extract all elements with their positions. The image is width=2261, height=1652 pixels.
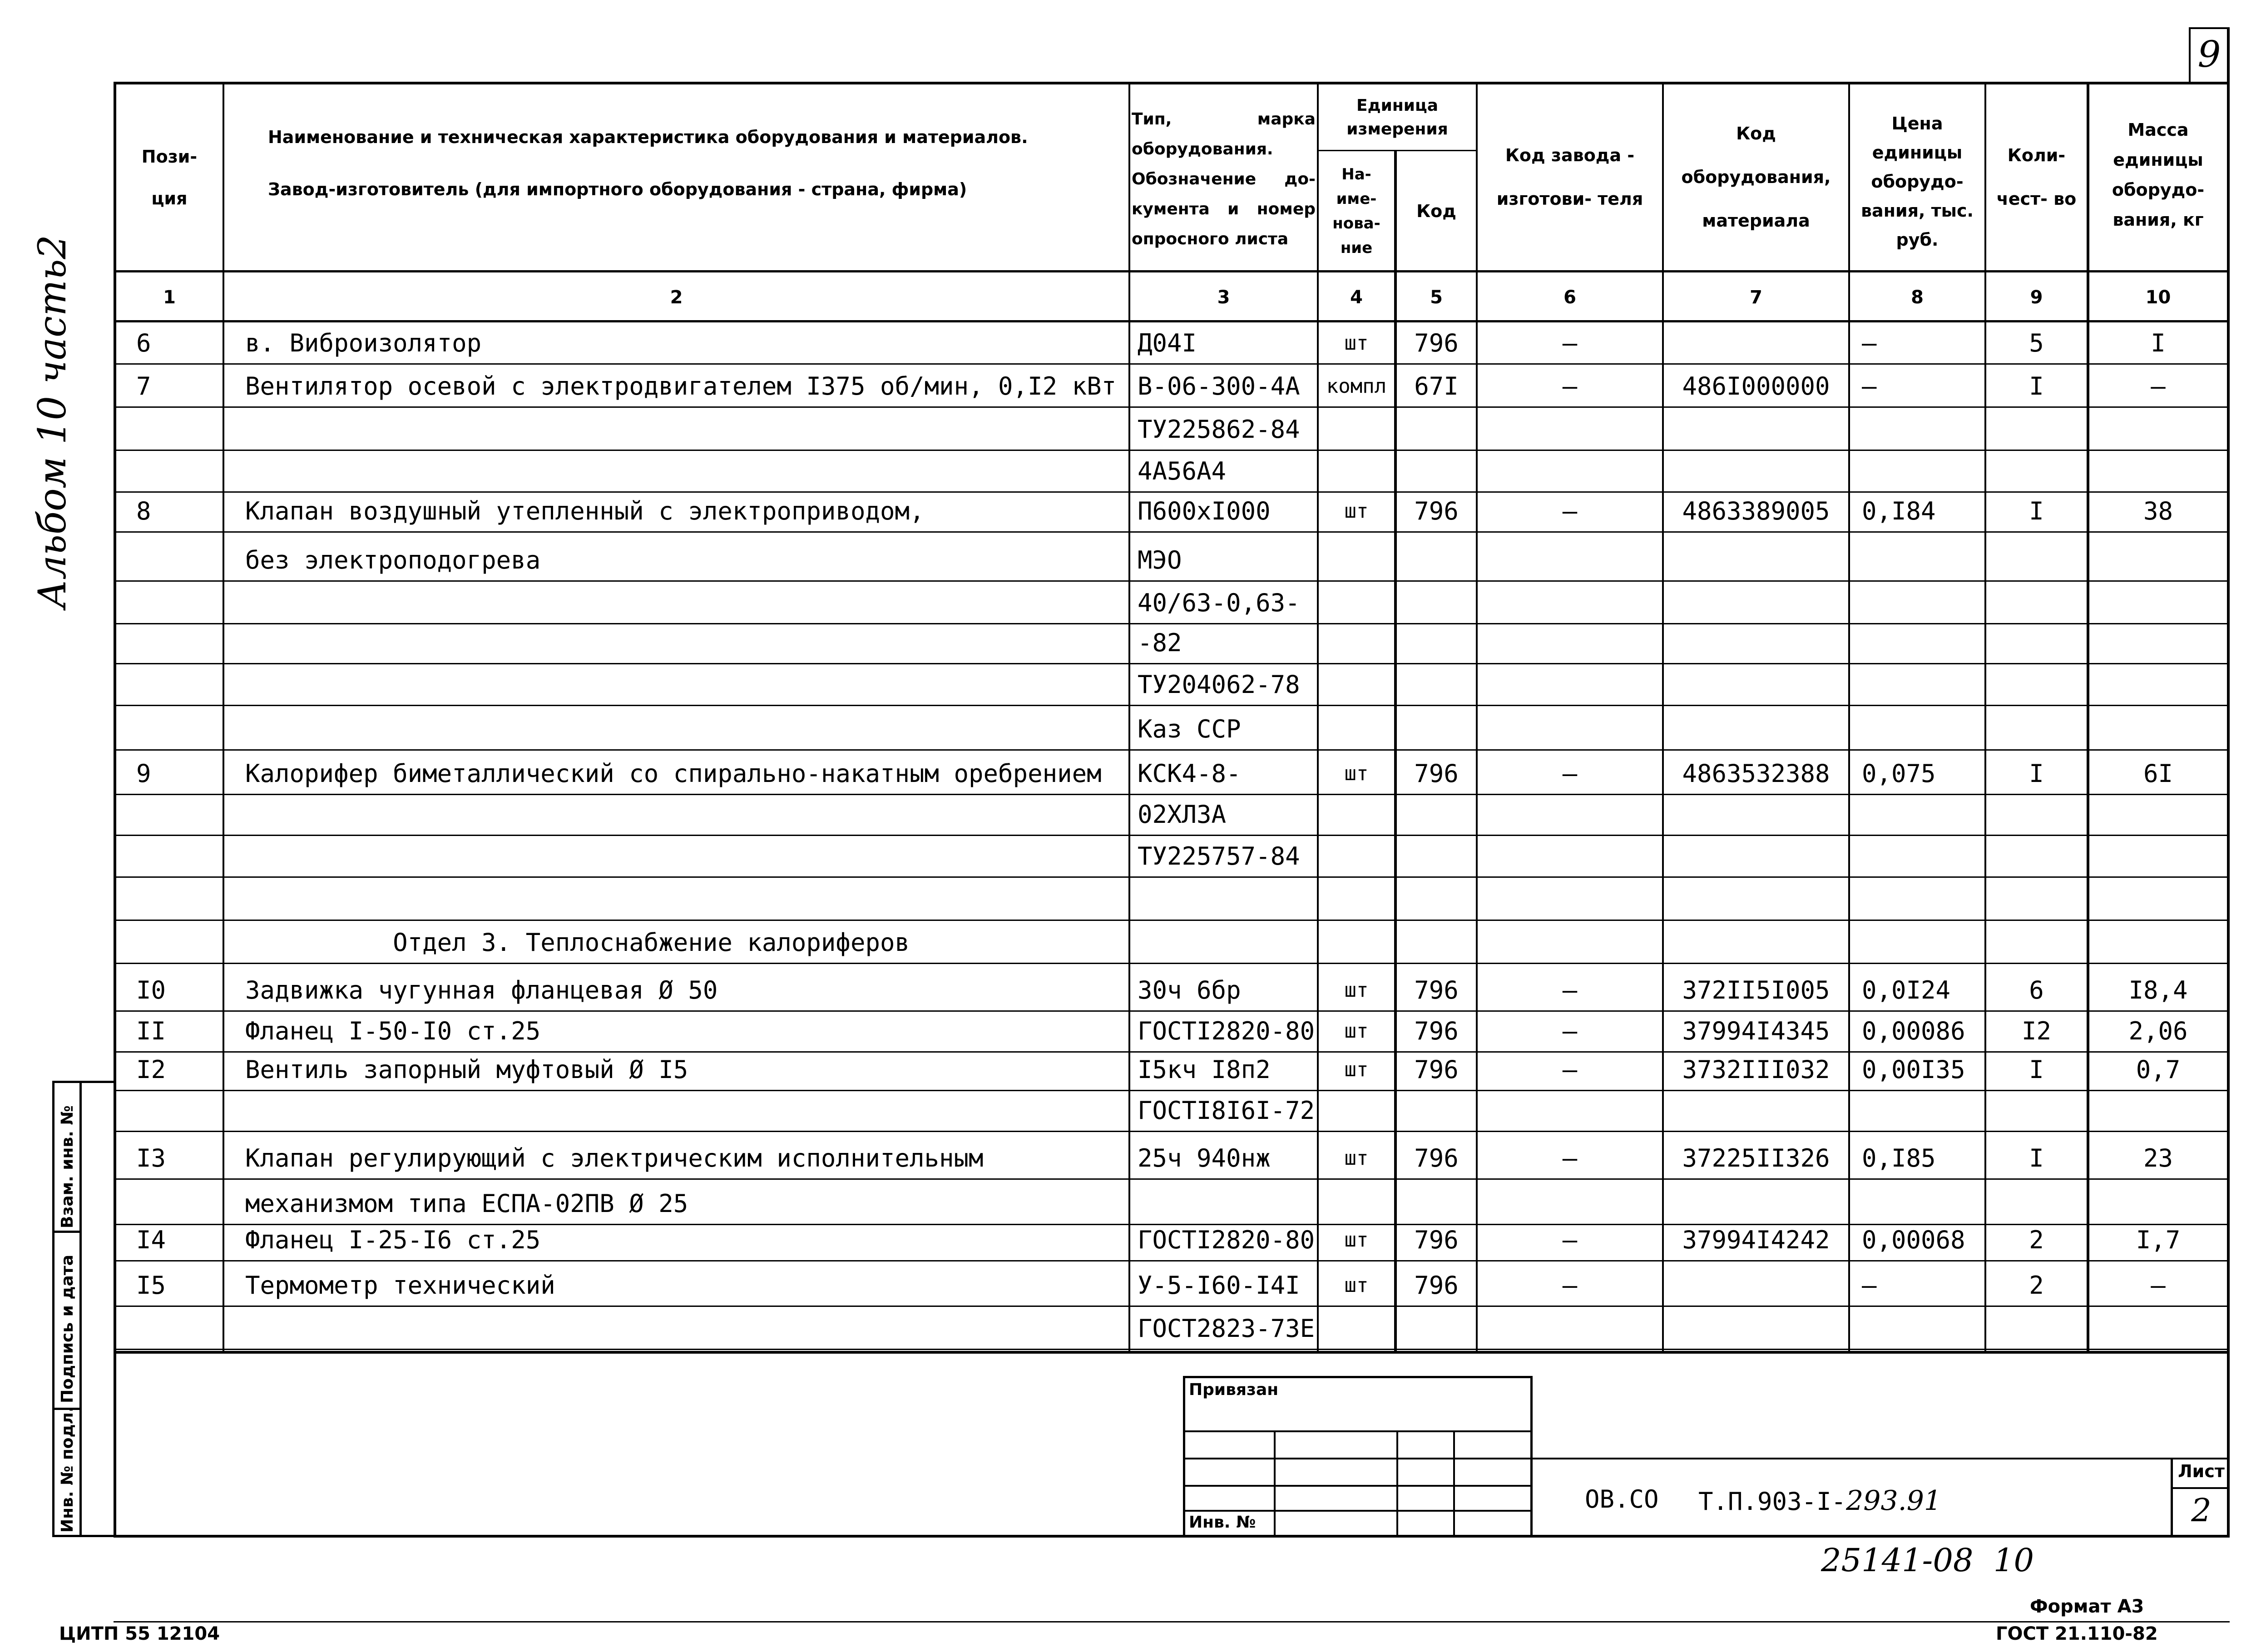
row-price: 0,I84 (1862, 497, 1936, 525)
row-mass: I8,4 (2128, 976, 2188, 1004)
row-type: ТУ225757-84 (1138, 842, 1300, 871)
row-plant-code: – (1562, 1144, 1578, 1172)
row-type: У-5-I60-I4I (1138, 1271, 1300, 1300)
row-type: П600хI000 (1138, 497, 1271, 525)
row-unit: шт (1344, 979, 1369, 1002)
colnum-5: 5 (1430, 287, 1443, 308)
row-name: Фланец I-25-I6 ст.25 (245, 1226, 541, 1254)
row-type: 40/63-0,63- (1138, 589, 1300, 617)
row-type: Д04I (1138, 329, 1197, 357)
row-qty: 6 (2029, 976, 2044, 1004)
row-qty: 2 (2029, 1226, 2044, 1254)
header-equipment-code: Код оборудования, материала (1681, 124, 1831, 231)
row-name: Клапан воздушный утепленный с электроприводом, (245, 497, 925, 525)
row-equipment-code: 37225II326 (1682, 1144, 1830, 1172)
doc-designation-printed: Т.П.903-I- (1698, 1487, 1846, 1516)
row-equipment-code: 486I000000 (1682, 372, 1830, 401)
row-name: Отдел 3. Теплоснабжение калориферов (245, 928, 910, 957)
row-equipment-code: 3732III032 (1682, 1055, 1830, 1084)
row-unit: шт (1344, 1274, 1369, 1297)
row-name: без электроподогрева (245, 546, 541, 574)
row-unit: шт (1344, 1019, 1369, 1043)
header-type: Тип, марка оборудования. Обозначение до- кумента и номер опросного листа (1132, 110, 1316, 248)
row-qty: 2 (2029, 1271, 2044, 1300)
row-name: Калорифер биметаллический со спирально-накатным оребрением (245, 759, 1102, 788)
row-type: 30ч 6бр (1138, 976, 1241, 1004)
colnum-4: 4 (1350, 287, 1363, 308)
row-price: 0,075 (1862, 759, 1936, 788)
row-type: ГОСТ2823-73Е (1138, 1314, 1315, 1343)
row-name: Вентиль запорный муфтовый Ø I5 (245, 1055, 688, 1084)
row-mass: – (2151, 372, 2166, 401)
sheet-value: 2 (2191, 1492, 2212, 1529)
row-position: 6 (136, 329, 151, 357)
row-price: 0,I85 (1862, 1144, 1936, 1172)
colnum-9: 9 (2030, 287, 2043, 308)
row-name: Задвижка чугунная фланцевая Ø 50 (245, 976, 718, 1004)
row-unit: шт (1344, 1228, 1369, 1251)
row-qty: I (2029, 759, 2044, 788)
row-type: ГОСТI2820-80 (1138, 1226, 1315, 1254)
row-position: I3 (136, 1144, 166, 1172)
row-name: в. Виброизолятор (245, 329, 482, 357)
row-name: Фланец I-50-I0 ст.25 (245, 1017, 541, 1045)
row-plant-code: – (1562, 976, 1578, 1004)
row-type: КСК4-8- (1138, 759, 1241, 788)
header-unit: Единица измерения (1346, 96, 1448, 138)
row-type: ГОСТI2820-80 (1138, 1017, 1315, 1045)
row-unit-code: 796 (1414, 1055, 1459, 1084)
row-qty: I (2029, 372, 2044, 401)
row-plant-code: – (1562, 1055, 1578, 1084)
row-type: ГОСТI8I6I-72 (1138, 1096, 1315, 1125)
footer-format: Формат А3 (2030, 1596, 2144, 1617)
row-mass: 23 (2143, 1144, 2173, 1172)
footer-left-code: ЦИТП 55 12104 (59, 1623, 220, 1644)
row-mass: I,7 (2136, 1226, 2181, 1254)
colnum-8: 8 (1911, 287, 1924, 308)
row-unit: шт (1344, 500, 1369, 523)
row-plant-code: – (1562, 372, 1578, 401)
side-stamp-signature: Подпись и дата (58, 1255, 77, 1403)
colnum-7: 7 (1750, 287, 1762, 308)
row-equipment-code: 372II5I005 (1682, 976, 1830, 1004)
row-mass: 0,7 (2136, 1055, 2181, 1084)
colnum-1: 1 (163, 287, 176, 308)
row-unit: шт (1344, 1147, 1369, 1170)
row-mass: 2,06 (2128, 1017, 2188, 1045)
colnum-3: 3 (1217, 287, 1230, 308)
row-unit-code: 796 (1414, 976, 1459, 1004)
row-qty: I (2029, 1055, 2044, 1084)
archive-number-handwritten: 25141-08 10 (1821, 1542, 2034, 1579)
row-unit-code: 796 (1414, 1144, 1459, 1172)
row-price: 0,00I35 (1862, 1055, 1965, 1084)
row-type: ТУ225862-84 (1138, 415, 1300, 444)
row-price: – (1862, 1271, 1877, 1300)
row-type: 4А56А4 (1138, 457, 1227, 485)
sheet-label: Лист (2178, 1461, 2225, 1481)
header-unit-name: На- име- нова- ние (1332, 165, 1380, 257)
doc-code: ОВ.СО (1585, 1485, 1659, 1514)
row-unit-code: 796 (1414, 1226, 1459, 1254)
header-name-line1: Наименование и техническая характеристика оборудования и материалов. (268, 127, 1028, 147)
side-stamp-replacement: Взам. инв. № (58, 1105, 77, 1228)
row-name: Клапан регулирующий с электрическим исполнительным (245, 1144, 984, 1172)
row-equipment-code: 37994I4345 (1682, 1017, 1830, 1045)
row-mass: 38 (2143, 497, 2173, 525)
row-position: I4 (136, 1226, 166, 1254)
row-name: Вентилятор осевой с электродвигателем I375 об/мин, 0,I2 кВт (245, 372, 1117, 401)
row-unit: шт (1344, 331, 1369, 355)
row-position: 9 (136, 759, 151, 788)
row-plant-code: – (1562, 1226, 1578, 1254)
stamp-inv-label: Инв. № (1189, 1513, 1256, 1532)
colnum-6: 6 (1563, 287, 1576, 308)
row-qty: I2 (2021, 1017, 2052, 1045)
row-type: В-06-300-4А (1138, 372, 1300, 401)
row-type: -82 (1138, 628, 1182, 657)
doc-designation-handwritten: 293.91 (1846, 1485, 1942, 1517)
row-plant-code: – (1562, 1017, 1578, 1045)
row-plant-code: – (1562, 759, 1578, 788)
footer-gost: ГОСТ 21.110-82 (1996, 1623, 2158, 1644)
row-equipment-code: 4863532388 (1682, 759, 1830, 788)
row-price: 0,00086 (1862, 1017, 1965, 1045)
header-price: Цена единицы оборудо- вания, тыс. руб. (1861, 114, 1974, 250)
header-qty: Коли- чест- во (1996, 145, 2077, 209)
row-qty: I (2029, 1144, 2044, 1172)
row-position: 8 (136, 497, 151, 525)
corner-sheet-number: 9 (2197, 33, 2221, 75)
header-position: Пози- ция (141, 146, 198, 208)
colnum-10: 10 (2145, 287, 2171, 308)
header-mass: Масса единицы оборудо- вания, кг (2112, 120, 2205, 230)
doc-designation (1698, 1485, 1941, 1517)
header-unit-code: Код (1416, 201, 1456, 221)
row-position: I2 (136, 1055, 166, 1084)
row-position: I0 (136, 976, 166, 1004)
row-unit-code: 796 (1414, 1271, 1459, 1300)
stamp-bound-label: Привязан (1189, 1380, 1279, 1399)
row-price: 0,00068 (1862, 1226, 1965, 1254)
row-qty: 5 (2029, 329, 2044, 357)
row-position: II (136, 1017, 166, 1045)
colnum-2: 2 (670, 287, 683, 308)
row-price: – (1862, 372, 1877, 401)
row-price: – (1862, 329, 1877, 357)
row-unit-code: 796 (1414, 759, 1459, 788)
row-mass: I (2151, 329, 2166, 357)
row-type: 25ч 940нж (1138, 1144, 1271, 1172)
album-side-label: Альбом 10 часть2 (30, 235, 74, 608)
row-name: механизмом типа ЕСПА-02ПВ Ø 25 (245, 1189, 688, 1218)
row-plant-code: – (1562, 329, 1578, 357)
row-position: 7 (136, 372, 151, 401)
row-type: ТУ204062-78 (1138, 670, 1300, 699)
row-plant-code: – (1562, 497, 1578, 525)
row-equipment-code: 37994I4242 (1682, 1226, 1830, 1254)
row-plant-code: – (1562, 1271, 1578, 1300)
side-stamp-original: Инв. № подл. (58, 1406, 77, 1533)
row-unit: компл (1326, 375, 1387, 398)
row-unit: шт (1344, 762, 1369, 785)
row-unit-code: 796 (1414, 497, 1459, 525)
row-mass: – (2151, 1271, 2166, 1300)
row-type: МЭО (1138, 546, 1182, 574)
row-price: 0,0I24 (1862, 976, 1951, 1004)
row-position: I5 (136, 1271, 166, 1300)
row-unit-code: 67I (1414, 372, 1459, 401)
row-type: Каз ССР (1138, 715, 1241, 743)
header-plant-code: Код завода - изготови- теля (1496, 145, 1643, 209)
row-qty: I (2029, 497, 2044, 525)
row-equipment-code: 4863389005 (1682, 497, 1830, 525)
row-type: I5кч I8п2 (1138, 1055, 1271, 1084)
row-unit: шт (1344, 1058, 1369, 1081)
row-unit-code: 796 (1414, 1017, 1459, 1045)
row-name: Термометр технический (245, 1271, 555, 1300)
row-type: 02ХЛ3А (1138, 800, 1227, 829)
header-name-line2: Завод-изготовитель (для импортного оборудования - страна, фирма) (268, 179, 967, 199)
row-mass: 6I (2143, 759, 2173, 788)
row-unit-code: 796 (1414, 329, 1459, 357)
